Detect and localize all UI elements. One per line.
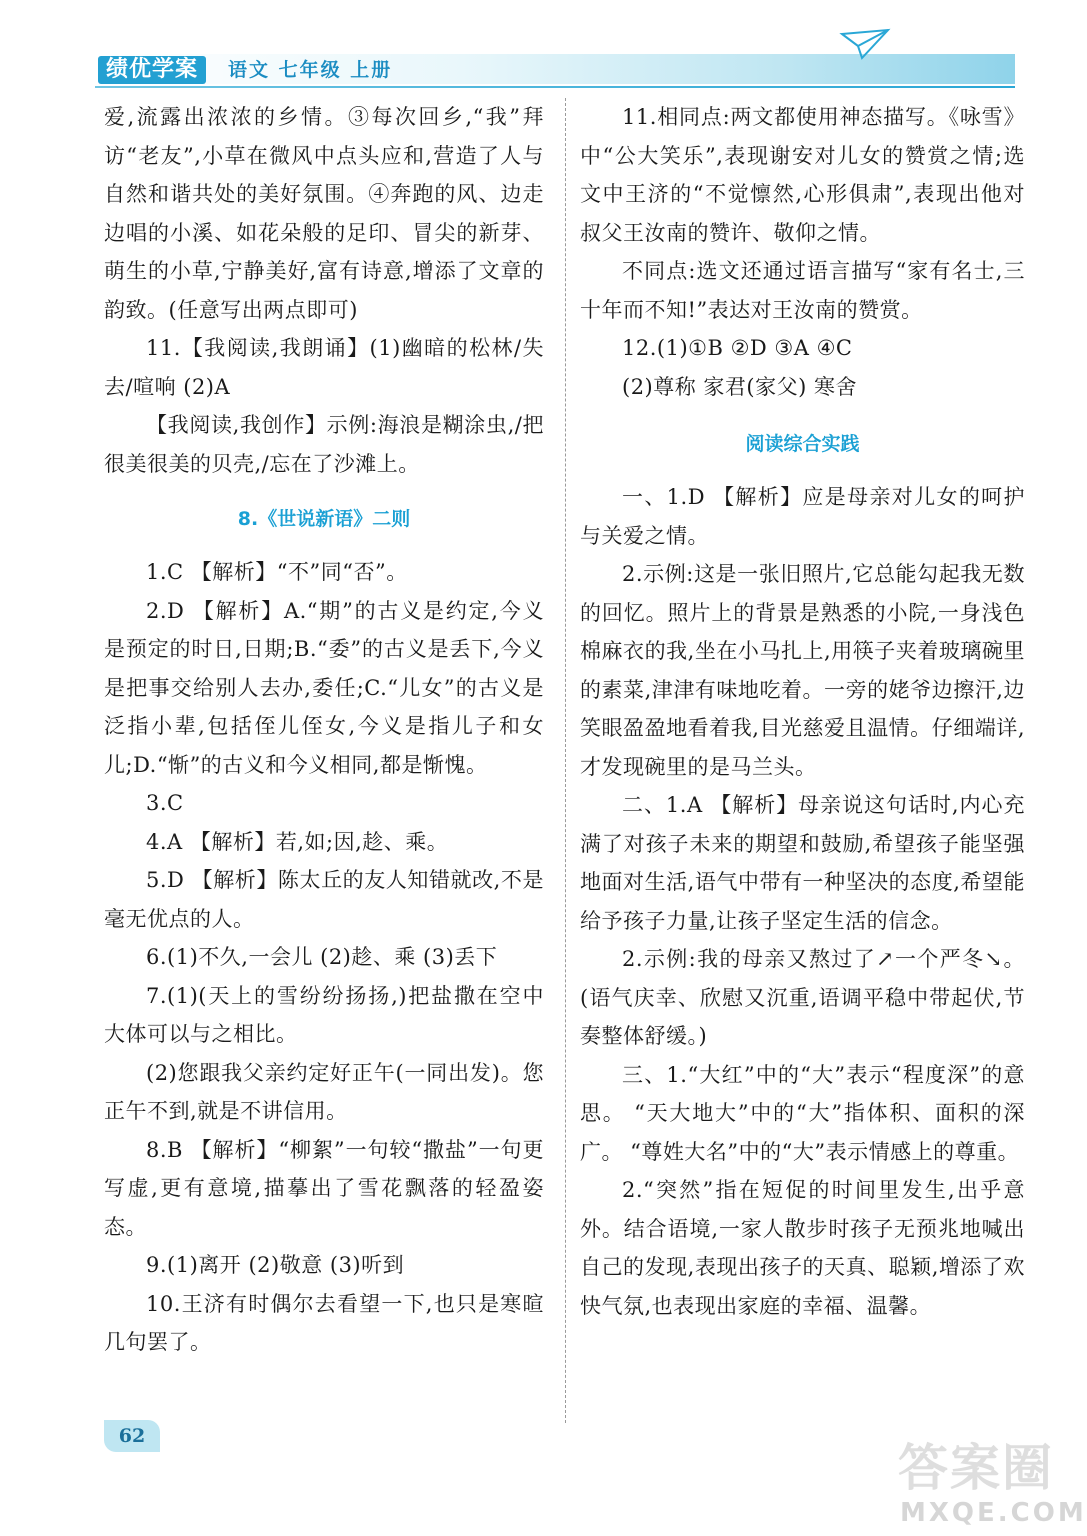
answer-paragraph: 2.“突然”指在短促的时间里发生,出乎意外。结合语境,一家人散步时孩子无预兆地喊出自己的发现,表现出孩子的天真、聪颖,增添了欢快气氛,也表现出家庭的幸福、温馨。 [580, 1178, 1025, 1318]
answer-paragraph: 10.王济有时偶尔去看望一下,也只是寒暄几句罢了。 [104, 1291, 544, 1354]
answer-paragraph: 9.(1)离开 (2)敬意 (3)听到 [146, 1253, 405, 1277]
answer-paragraph: (2)尊称 家君(家父) 寒舍 [622, 374, 857, 399]
answer-paragraph: 【我阅读,我创作】示例:海浪是糊涂虫,/把很美很美的贝壳,/忘在了沙滩上。 [104, 413, 544, 476]
answer-paragraph: 1.C 【解析】“不”同“否”。 [146, 560, 408, 584]
answer-paragraph: 5.D 【解析】陈太丘的友人知错就改,不是毫无优点的人。 [104, 868, 544, 931]
answer-paragraph: 二、1.A 【解析】母亲说这句话时,内心充满了对孩子未来的期望和鼓励,希望孩子能坚强地面对生活,语气中带有一种坚决的态度,希望能给予孩子力量,让孩子坚定生活的信念。 [580, 793, 1025, 933]
header-rule [95, 86, 1015, 88]
answer-paragraph: 12.(1)①B ②D ③A ④C [622, 336, 853, 360]
answer-paragraph: 2.示例:我的母亲又熬过了↗一个严冬↘。(语气庆幸、欣慰又沉重,语调平稳中带起伏,节奏整体舒缓。) [580, 947, 1025, 1048]
answer-paragraph: 三、1.“大红”中的“大”表示“程度深”的意思。 “天大地大”中的“大”指体积、面积的深广。 “尊姓大名”中的“大”表示情感上的尊重。 [580, 1062, 1025, 1164]
answer-paragraph: 爱,流露出浓浓的乡情。③每次回乡,“我”拜访“老友”,小草在微风中点头应和,营造了人与自然和谐共处的美好氛围。④奔跑的风、边走边唱的小溪、如花朵般的足印、冒尖的新芽、萌生的小草,宁静美好,富有诗意,增添了文章的韵致。(任意写出两点即可) [104, 105, 544, 322]
answer-paragraph: 11.相同点:两文都使用神态描写。《咏雪》中“公大笑乐”,表现谢安对儿女的赞赏之情;选文中王济的“不觉懔然,心形俱肃”,表现出他对叔父王汝南的赞许、敬仰之情。 [580, 105, 1025, 245]
subject-label: 语文 七年级 上册 [228, 59, 393, 81]
answer-paragraph: 6.(1)不久,一会儿 (2)趁、乘 (3)丢下 [146, 945, 498, 969]
right-column [580, 98, 1025, 1325]
answer-paragraph: (2)您跟我父亲约定好正午(一同出发)。您正午不到,就是不讲信用。 [104, 1060, 544, 1123]
page-header [0, 0, 1067, 100]
page-number: 62 [104, 1420, 160, 1452]
answer-paragraph: 7.(1)(天上的雪纷纷扬扬,)把盐撒在空中大体可以与之相比。 [104, 983, 544, 1046]
brand-logo: 绩优学案 [98, 56, 206, 84]
answer-paragraph: 11.【我阅读,我朗诵】(1)幽暗的松林/失去/喧响 (2)A [104, 336, 544, 399]
left-column [104, 98, 544, 1362]
answer-paragraph: 2.D 【解析】A.“期”的古义是约定,今义是预定的时日,日期;B.“委”的古义是丢下,今义是把事交给别人去办,委任;C.“儿女”的古义是泛指小辈,包括侄儿侄女,今义是指儿子和女儿;D.“惭”的古义和今义相同,都是惭愧。 [104, 598, 544, 777]
watermark-logo [880, 1439, 1087, 1530]
paper-plane-icon [840, 28, 890, 60]
answer-paragraph: 一、1.D 【解析】应是母亲对儿女的呵护与关爱之情。 [580, 485, 1025, 548]
answer-paragraph: 不同点:选文还通过语言描写“家有名士,三十年而不知!”表达对王汝南的赞赏。 [580, 259, 1025, 322]
column-divider [565, 98, 566, 1423]
watermark-text: 答案圈 [898, 1439, 1054, 1497]
answer-paragraph: 8.B 【解析】“柳絮”一句较“撒盐”一句更写虚,更有意境,描摹出了雪花飘落的轻盈姿态。 [104, 1137, 544, 1239]
answer-paragraph: 4.A 【解析】若,如;因,趁、乘。 [146, 829, 449, 854]
answer-paragraph: 3.C [146, 791, 184, 815]
section-heading: 阅读综合实践 [745, 433, 860, 455]
watermark-url: MXQE.COM [900, 1498, 1087, 1528]
section-heading: 8.《世说新语》二则 [237, 508, 411, 530]
answer-paragraph: 2.示例:这是一张旧照片,它总能勾起我无数的回忆。照片上的背景是熟悉的小院,一身浅色棉麻衣的我,坐在小马扎上,用筷子夹着玻璃碗里的素菜,津津有味地吃着。一旁的姥爷边擦汗,边笑眼盈盈地看着我,目光慈爱且温情。仔细端详,才发现碗里的是马兰头。 [580, 562, 1025, 779]
